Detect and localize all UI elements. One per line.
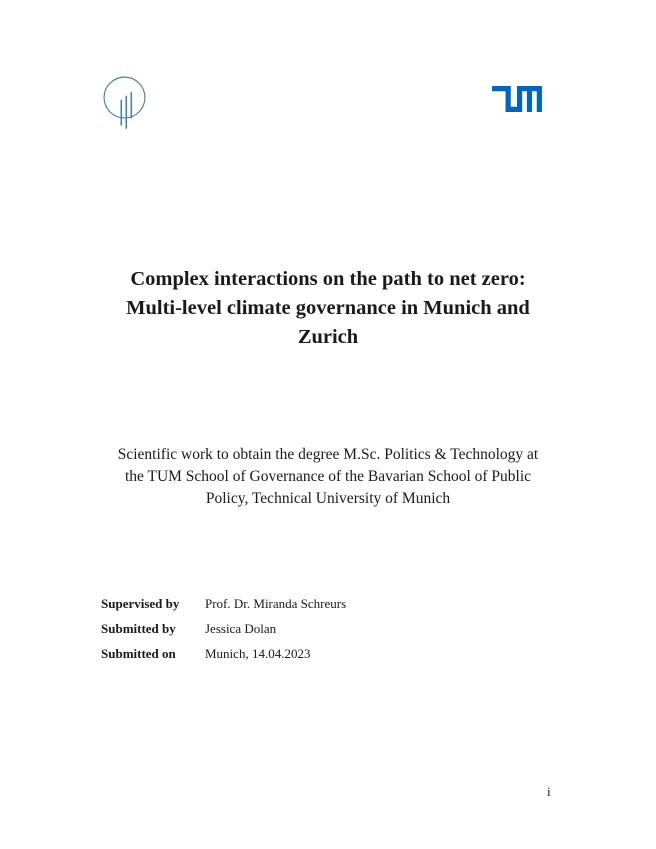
degree-statement-line-2: the TUM School of Governance of the Bavarian School of Public — [124, 468, 532, 485]
submission-date: Munich, 14.04.2023 — [205, 646, 311, 661]
supervised-by-row — [101, 596, 346, 612]
supervised-by-label: Supervised by — [101, 596, 180, 611]
degree-statement — [60, 444, 596, 510]
page-number: i — [547, 784, 551, 799]
title-line-2: Multi-level climate governance in Munich and — [126, 297, 530, 319]
title-line-1: Complex interactions on the path to net zero: — [130, 268, 526, 290]
title-line-3: Zurich — [297, 326, 359, 348]
submitted-by-label: Submitted by — [101, 621, 176, 636]
submitted-on-label: Submitted on — [101, 646, 176, 661]
thesis-title — [40, 265, 616, 352]
submitted-on-row — [101, 646, 346, 662]
tum-logo — [492, 86, 542, 112]
submitted-by-row — [101, 621, 346, 637]
author-name: Jessica Dolan — [205, 621, 277, 636]
submission-info — [101, 596, 346, 671]
hfp-circle-logo — [103, 76, 146, 132]
degree-statement-line-1: Scientific work to obtain the degree M.Sc. Politics & Technology at — [117, 446, 539, 463]
degree-statement-line-3: Policy, Technical University of Munich — [205, 490, 451, 507]
supervisor-name: Prof. Dr. Miranda Schreurs — [205, 596, 347, 611]
